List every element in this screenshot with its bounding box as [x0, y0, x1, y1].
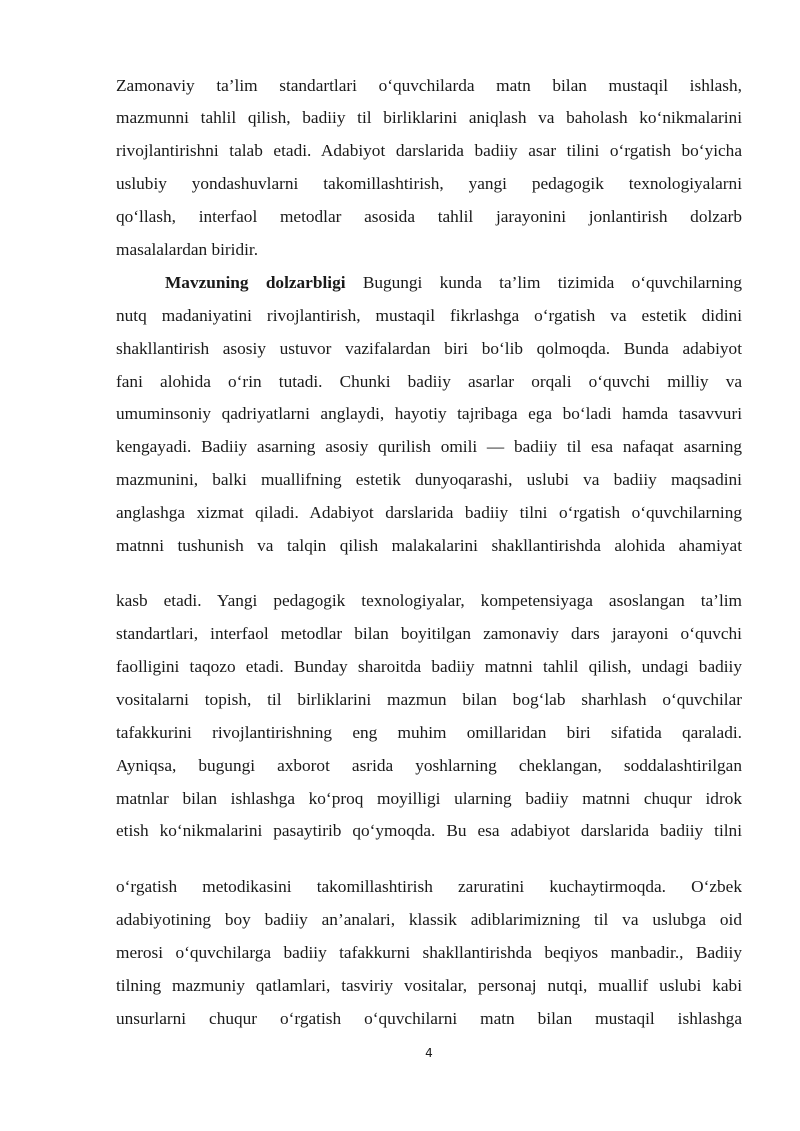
paragraph-line: nutq madaniyatini rivojlantirish, mustaqil fikrlashga o‘rgatish va estetik didini: [116, 306, 742, 325]
paragraph-line: mazmunni tahlil qilish, badiiy til birliklarini aniqlash va baholash ko‘nikmalarini: [116, 108, 742, 127]
paragraph-line: matnni tushunish va talqin qilish malakalarini shakllantirishda alohida ahamiyat: [116, 536, 742, 555]
paragraph-line: o‘rgatish metodikasini takomillashtirish zaruratini kuchaytirmoqda. O‘zbek: [116, 877, 742, 896]
paragraph-line: mazmunini, balki muallifning estetik dunyoqarashi, uslubi va badiiy maqsadini: [116, 470, 742, 489]
paragraph-line: umuminsoniy qadriyatlarni anglaydi, hayotiy tajribaga ega bo‘ladi hamda tasavvuri: [116, 404, 742, 423]
paragraph-line-with-heading: [165, 272, 742, 294]
paragraph-line: adabiyotining boy badiiy an’analari, klassik adiblarimizning til va uslubga oid: [116, 910, 742, 929]
paragraph-line: unsurlarni chuqur o‘rgatish o‘quvchilarni matn bilan mustaqil ishlashga: [116, 1009, 742, 1028]
paragraph-line: standartlari, interfaol metodlar bilan boyitilgan zamonaviy dars jarayoni o‘quvchi: [116, 624, 742, 643]
paragraph-line: anglashga xizmat qiladi. Adabiyot darslarida badiiy tilni o‘rgatish o‘quvchilarning: [116, 503, 742, 522]
paragraph-line: masalalardan biridir.: [116, 240, 259, 259]
paragraph-line: kengayadi. Badiiy asarning asosiy qurilish omili — badiiy til esa nafaqat asarning: [116, 437, 742, 456]
paragraph-line: etish ko‘nikmalarini pasaytirib qo‘ymoqda. Bu esa adabiyot darslarida badiiy tilni: [116, 821, 742, 840]
paragraph-line: vositalarni topish, til birliklarini mazmun bilan bog‘lab sharhlash o‘quvchilar: [116, 690, 742, 709]
paragraph-line: Ayniqsa, bugungi axborot asrida yoshlarning cheklangan, soddalashtirilgan: [116, 756, 742, 775]
paragraph-line: Zamonaviy ta’lim standartlari o‘quvchilarda matn bilan mustaqil ishlash,: [116, 76, 742, 95]
paragraph-line: kasb etadi. Yangi pedagogik texnologiyalar, kompetensiyaga asoslangan ta’lim: [116, 591, 742, 610]
paragraph-line: merosi o‘quvchilarga badiiy tafakkurni shakllantirishda beqiyos manbadir., Badiiy: [116, 943, 742, 962]
paragraph-text: Bugungi kunda ta’lim tizimida o‘quvchilarning: [362, 273, 742, 292]
paragraph-line: uslubiy yondashuvlarni takomillashtirish, yangi pedagogik texnologiyalarni: [116, 174, 742, 193]
paragraph-line: matnlar bilan ishlashga ko‘proq moyilligi ularning badiiy matnni chuqur idrok: [116, 789, 742, 808]
paragraph-line: tafakkurini rivojlantirishning eng muhim omillaridan biri sifatida qaraladi.: [116, 723, 742, 742]
paragraph-line: tilning mazmuniy qatlamlari, tasviriy vositalar, personaj nutqi, muallif uslubi kabi: [116, 976, 742, 995]
page-number: 4: [425, 1046, 433, 1060]
paragraph-line: faolligini taqozo etadi. Bunday sharoitda badiiy matnni tahlil qilish, undagi badiiy: [116, 657, 742, 676]
inline-heading: Mavzuning dolzarbligi: [165, 273, 346, 292]
paragraph-line: fani alohida o‘rin tutadi. Chunki badiiy asarlar orqali o‘quvchi milliy va: [116, 372, 742, 391]
paragraph-line: rivojlantirishni talab etadi. Adabiyot darslarida badiiy asar tilini o‘rgatish bo‘yicha: [116, 141, 742, 160]
paragraph-line: shakllantirish asosiy ustuvor vazifalardan biri bo‘lib qolmoqda. Bunda adabiyot: [116, 339, 742, 358]
paragraph-line: qo‘llash, interfaol metodlar asosida tahlil jarayonini jonlantirish dolzarb: [116, 207, 742, 226]
